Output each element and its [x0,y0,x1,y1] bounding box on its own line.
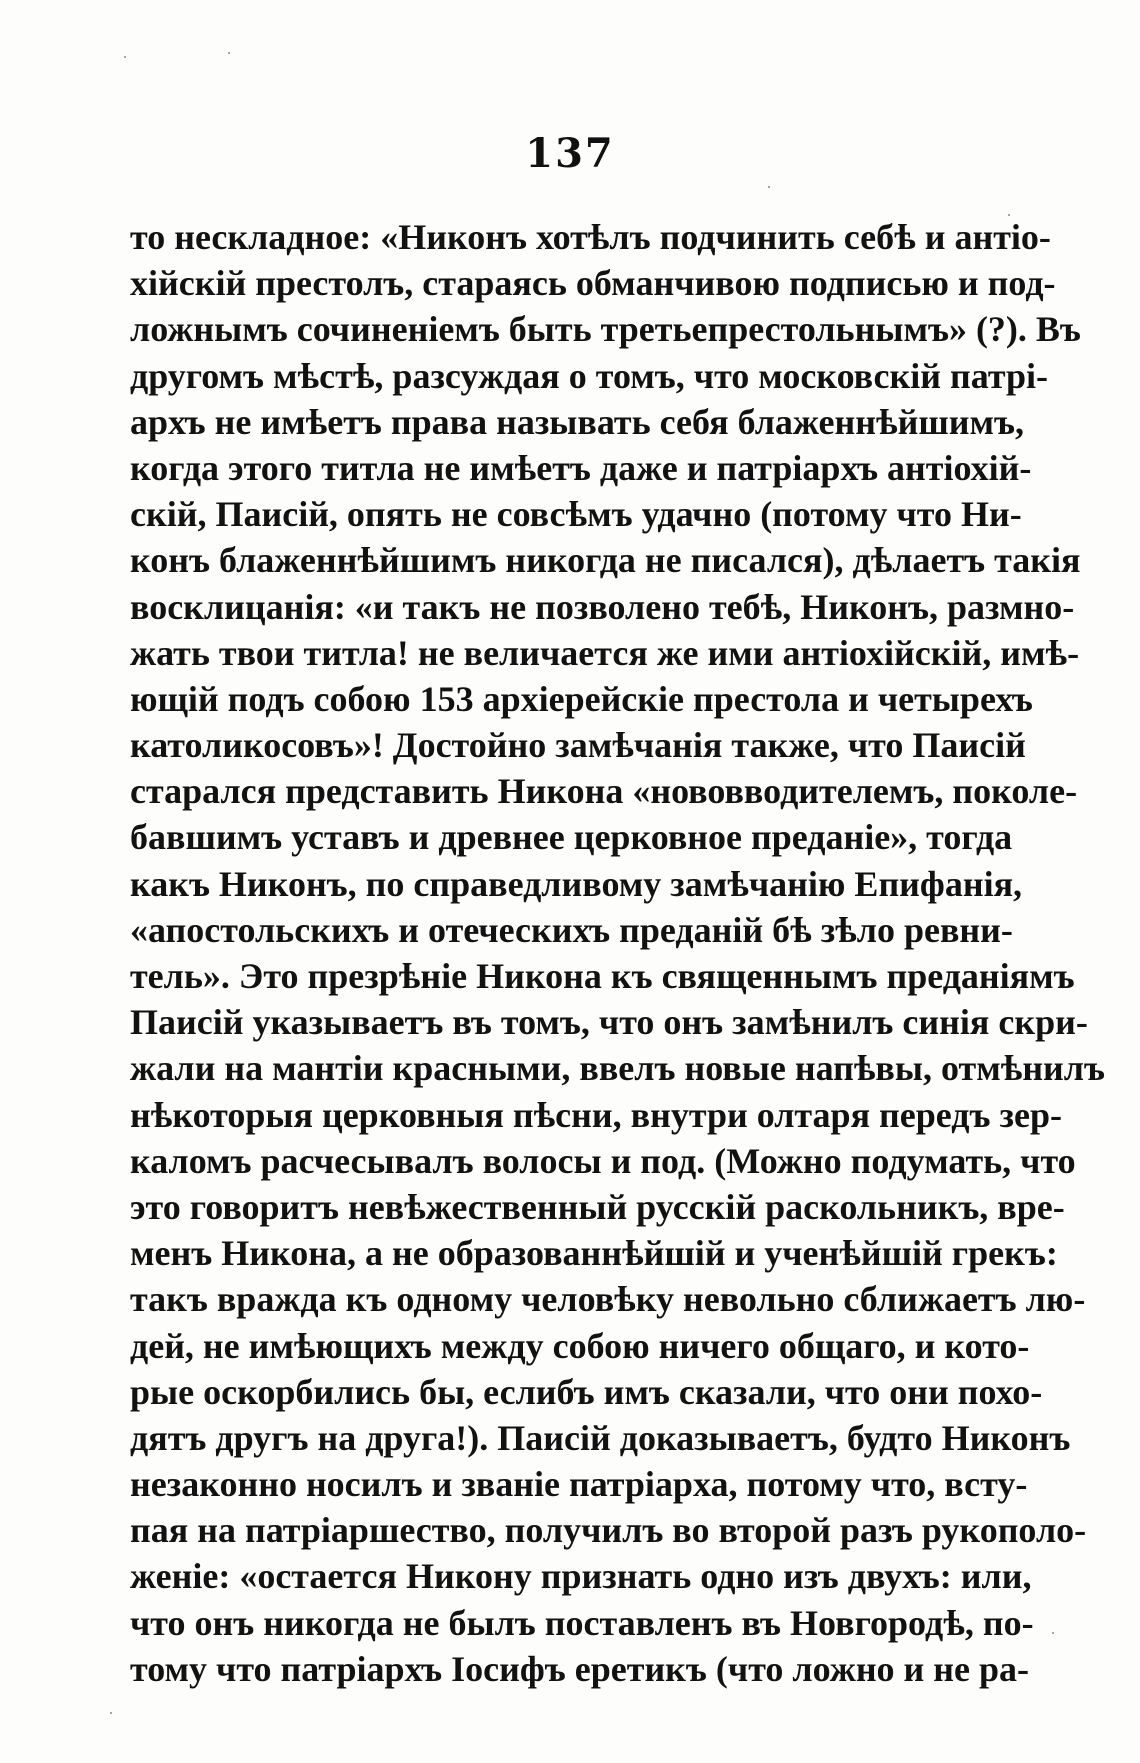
text-line: нѣкоторыя церковныя пѣсни, внутри олтаря передъ зер- [130,1094,1062,1135]
text-line: дей, не имѣющихъ между собою ничего общаго, и кото- [130,1325,1030,1366]
paper-speck [1008,214,1010,216]
page-number: 137 [525,130,615,177]
text-line: «апостольскихъ и отеческихъ преданій бѣ зѣло ревни- [130,909,1013,950]
body-text [130,214,1105,1692]
text-line: тому что патріархъ Іосифъ еретикъ (что ложно и не ра- [130,1648,1030,1689]
text-line: Паисій указываетъ въ томъ, что онъ замѣнилъ синія скри- [130,1002,1088,1043]
paper-speck [110,1712,112,1714]
text-line: хійскій престолъ, стараясь обманчивою подписью и под- [130,263,1056,304]
text-line: незаконно носилъ и званіе патріарха, потому что, всту- [130,1464,1028,1505]
text-line: рые оскорбились бы, еслибъ имъ сказали, что они похо- [130,1371,1043,1412]
text-line: менъ Никона, а не образованнѣйшій и ученѣйшій грекъ: [130,1233,1058,1274]
text-line: пая на патріаршество, получилъ во второй разъ рукополо- [130,1510,1087,1551]
text-line: архъ не имѣетъ права называть себя блаженнѣйшимъ, [130,401,1024,442]
text-line: тель». Это презрѣніе Никона къ священнымъ преданіямъ [130,956,1075,996]
text-line: ложнымъ сочиненіемъ быть третьепрестольнымъ» (?). Въ [130,309,1081,350]
text-line: жать твои титла! не величается же ими антіохійскій, имѣ- [130,632,1080,673]
text-line: ющій подъ собою 153 архіерейскіе престола и четырехъ [130,678,1033,719]
text-line: скій, Паисій, опять не совсѣмъ удачно (потому что Ни- [130,494,1022,535]
text-line: это говоритъ невѣжественный русскій раскольникъ, вре- [130,1186,1065,1227]
text-line: другомъ мѣстѣ, разсуждая о томъ, что московскій патрі- [130,355,1048,396]
text-line: жали на мантіи красными, ввелъ новые напѣвы, отмѣнилъ [130,1048,1105,1089]
text-line: когда этого титла не имѣетъ даже и патріархъ антіохій- [130,447,1032,488]
paper-speck [124,56,126,58]
text-line: дятъ другъ на друга!). Паисій доказываетъ, будто Никонъ [130,1417,1071,1458]
text-line: какъ Никонъ, по справедливому замѣчанію Епифанія, [130,863,1023,904]
text-line: то нескладное: «Никонъ хотѣлъ подчинить себѣ и антіо- [130,217,1051,257]
text-line: конъ блаженнѣйшимъ никогда не писался), дѣлаетъ такія [130,540,1081,581]
text-line: каломъ расчесывалъ волосы и под. (Можно подумать, что [130,1140,1076,1181]
text-line: такъ вражда къ одному человѣку невольно сближаетъ лю- [130,1279,1086,1320]
text-line: старался представить Никона «нововводителемъ, поколе- [130,771,1078,812]
text-line: женіе: «остается Никону признать одно изъ двухъ: или, [130,1556,1032,1597]
text-line: восклицанія: «и такъ не позволено тебѣ, Никонъ, размно- [130,586,1075,627]
paper-speck [768,186,770,188]
paper-speck [1052,1632,1054,1634]
paper-speck [228,52,230,54]
text-line: что онъ никогда не былъ поставленъ въ Новгородѣ, по- [130,1602,1034,1643]
text-line: католикосовъ»! Достойно замѣчанія также, что Паисій [130,725,1026,766]
text-line: бавшимъ уставъ и древнее церковное преданіе», тогда [130,817,1013,858]
